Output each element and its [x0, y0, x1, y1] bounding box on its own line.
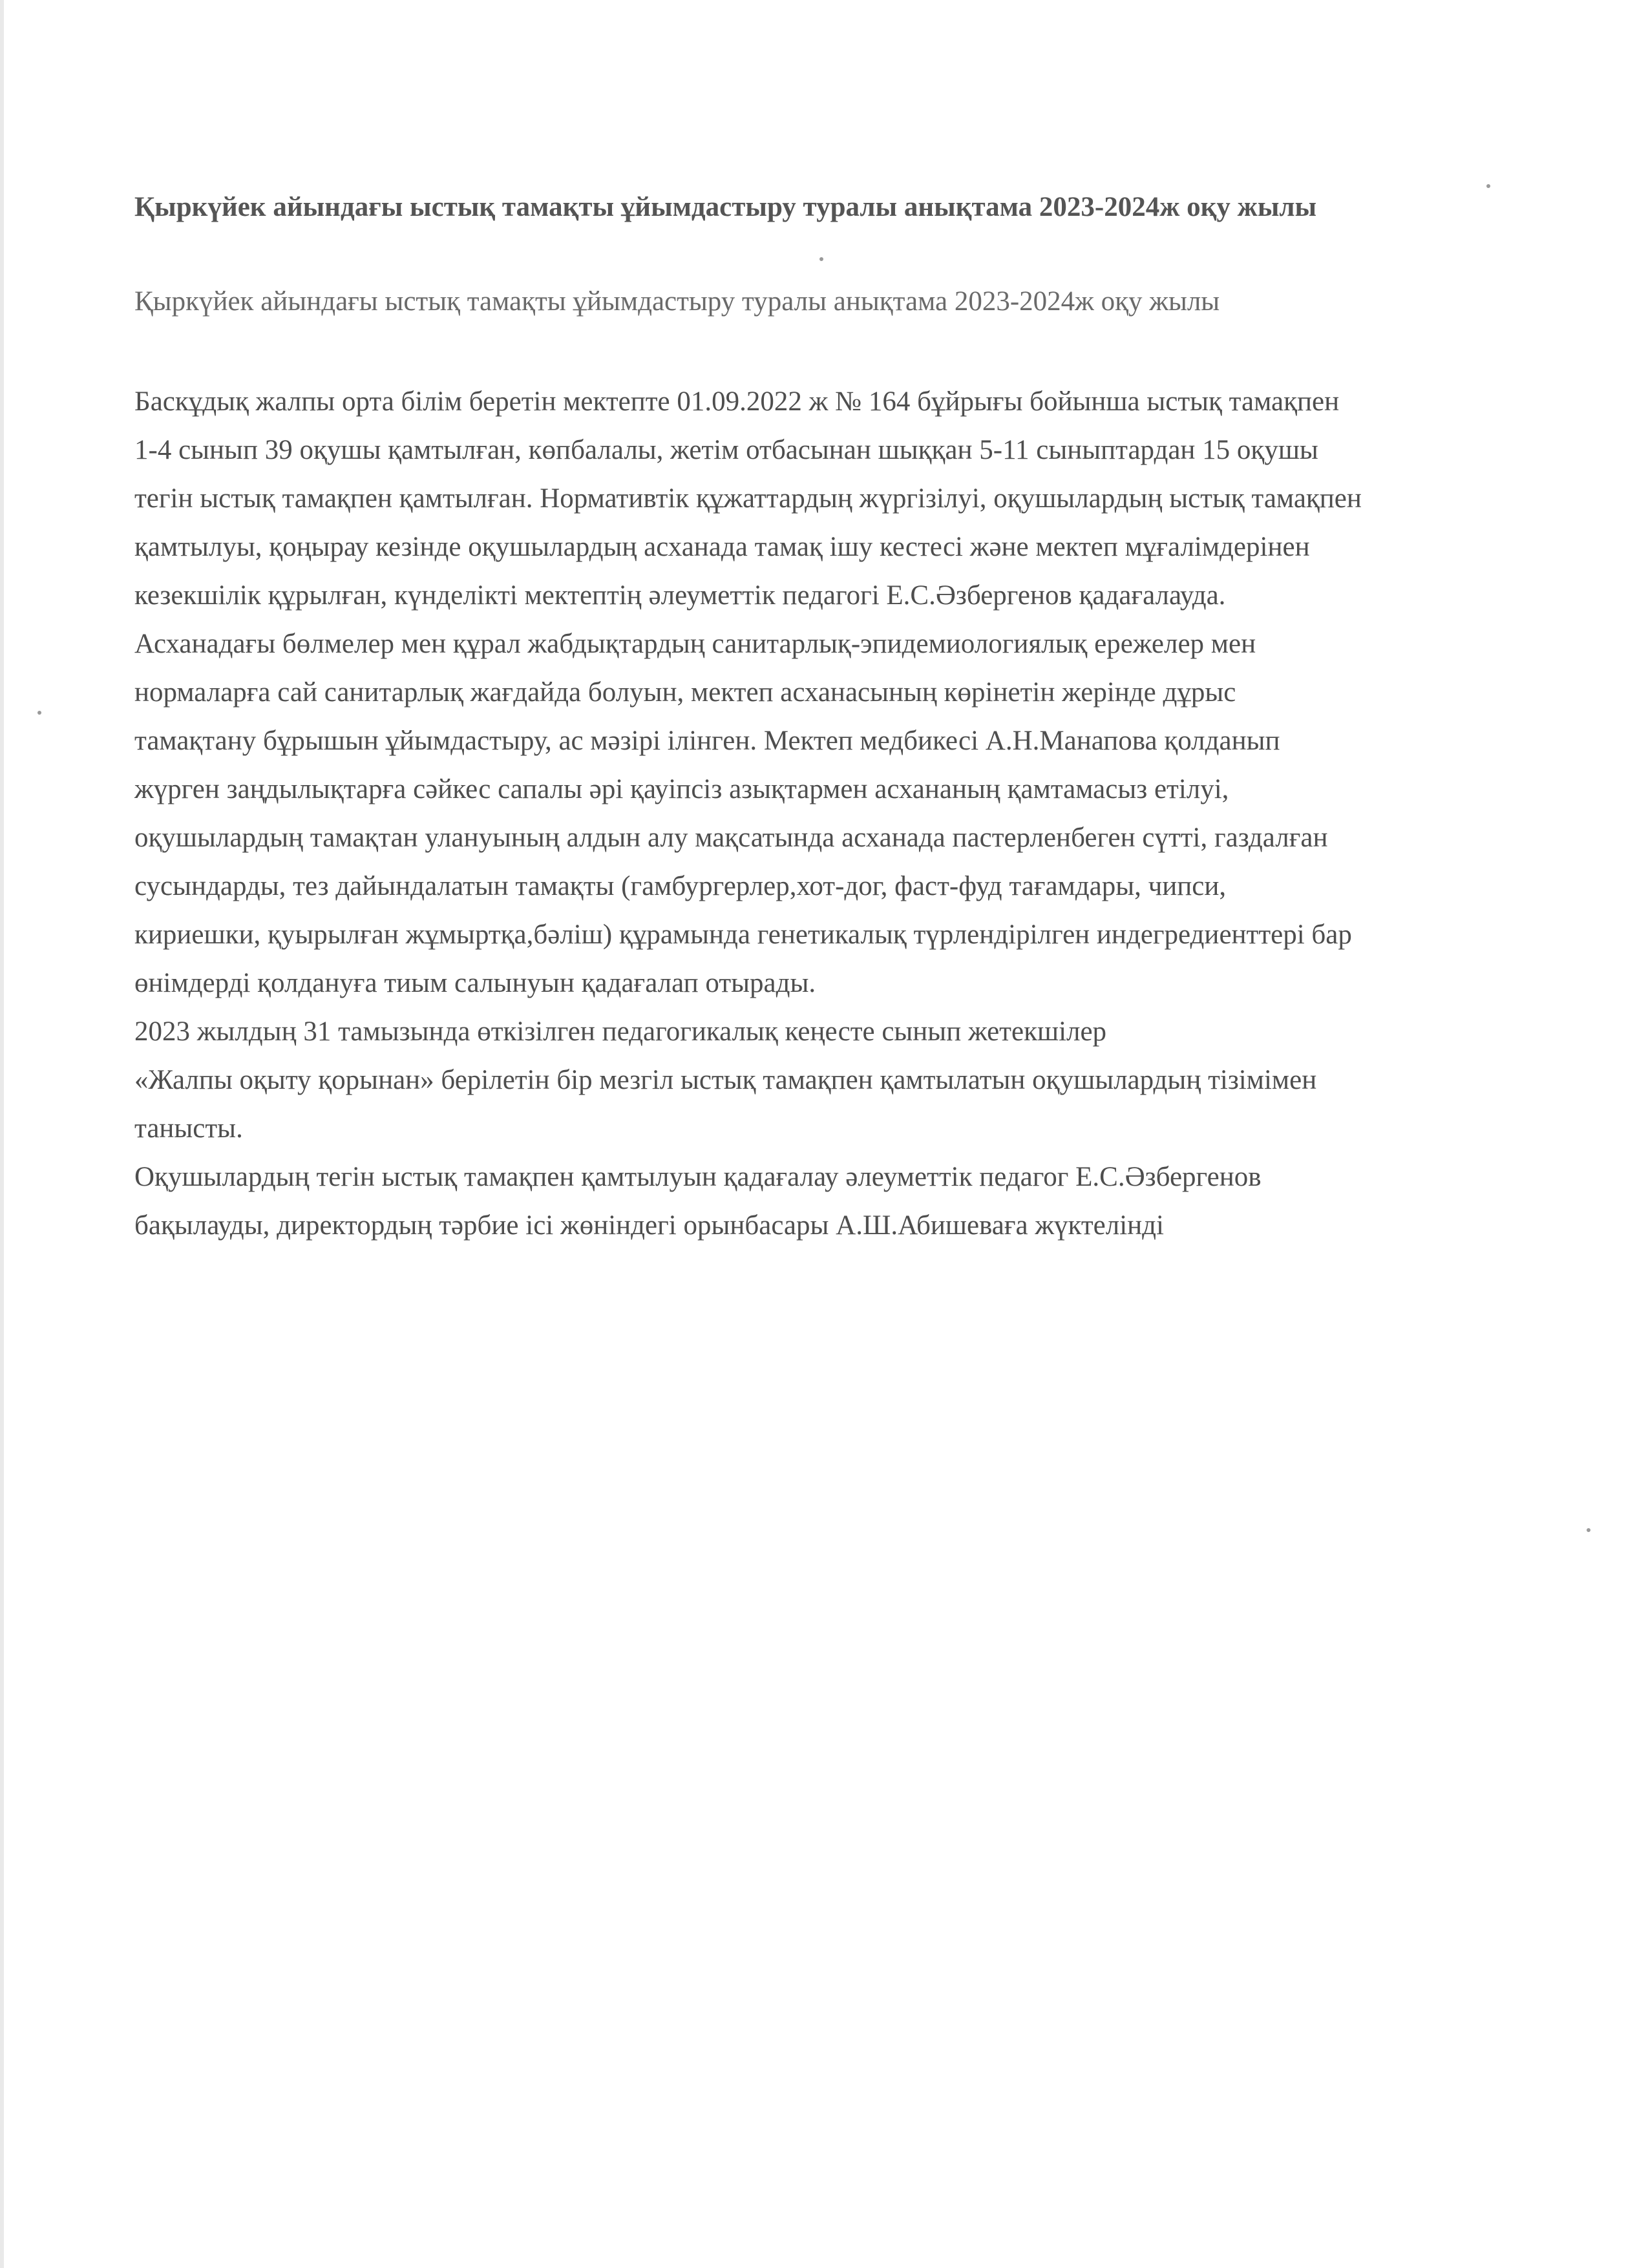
scan-speck: [1587, 1528, 1590, 1532]
body-line: тегін ыстық тамақпен қамтылған. Нормативтік құжаттардың жүргізілуі, оқушылардың ыстық тамақпен: [134, 483, 1362, 514]
scan-speck: [819, 257, 823, 261]
body-line: өнімдерді қолдануға тиым салынуын қадағалап отырады.: [134, 968, 816, 998]
body-line: 2023 жылдың 31 тамызында өткізілген педагогикалық кеңесте сынып жетекшілер: [134, 1016, 1107, 1047]
body-line: «Жалпы оқыту қорынан» берілетін бір мезгіл ыстық тамақпен қамтылатын оқушылардың тізімімен: [134, 1065, 1317, 1095]
body-line: тамақтану бұрышын ұйымдастыру, ас мәзірі ілінген. Мектеп медбикесі А.Н.Манапова қолданып: [134, 726, 1280, 756]
scan-speck: [37, 711, 41, 715]
body-line: оқушылардың тамақтан улануының алдын алу мақсатында асханада пастерленбеген сүтті, газдалған: [134, 823, 1328, 853]
document-body: [134, 377, 1582, 1250]
document-heading: Қыркүйек айындағы ыстық тамақты ұйымдастыру туралы анықтама 2023-2024ж оқу жылы: [134, 192, 1317, 222]
body-line: 1-4 сынып 39 оқушы қамтылған, көпбалалы, жетім отбасынан шыққан 5-11 сыныптардан 15 оқушы: [134, 435, 1318, 465]
body-line: сусындарды, тез дайындалатын тамақты (гамбургерлер,хот-дог, фаст-фуд тағамдары, чипси,: [134, 871, 1227, 901]
body-line: кириешки, қуырылған жұмыртқа,бәліш) құрамында генетикалық түрлендірілген индегредиенттері бар: [134, 919, 1352, 950]
document-subheading: Қыркүйек айындағы ыстық тамақты ұйымдастыру туралы анықтама 2023-2024ж оқу жылы: [134, 286, 1220, 317]
body-line: жүрген заңдылықтарға сәйкес сапалы әрі қауіпсіз азықтармен асхананың қамтамасыз етілуі,: [134, 774, 1229, 804]
body-line: Оқушылардың тегін ыстық тамақпен қамтылуын қадағалау әлеуметтік педагог Е.С.Әзбергенов: [134, 1162, 1262, 1192]
scan-edge: [0, 0, 4, 2268]
body-line: Асханадағы бөлмелер мен құрал жабдықтардың санитарлық-эпидемиологиялық ережелер мен: [134, 629, 1256, 659]
body-line: нормаларға сай санитарлық жағдайда болуын, мектеп асханасының көрінетін жерінде дұрыс: [134, 677, 1236, 708]
body-line: қамтылуы, қоңырау кезінде оқушылардың асханада тамақ ішу кестесі және мектеп мұғалімдерінен: [134, 532, 1310, 562]
body-line: бақылауды, директордың тәрбие ісі жөніндегі орынбасары А.Ш.Абишеваға жүктелінді: [134, 1210, 1164, 1241]
body-line: кезекшілік құрылған, күнделікті мектептің әлеуметтік педагогі Е.С.Әзбергенов қадағалауда.: [134, 580, 1226, 611]
body-line: Баскұдық жалпы орта білім беретін мектепте 01.09.2022 ж № 164 бұйрығы бойынша ыстық тамақпен: [134, 386, 1340, 417]
scan-speck: [1486, 184, 1490, 188]
body-line: танысты.: [134, 1113, 243, 1144]
